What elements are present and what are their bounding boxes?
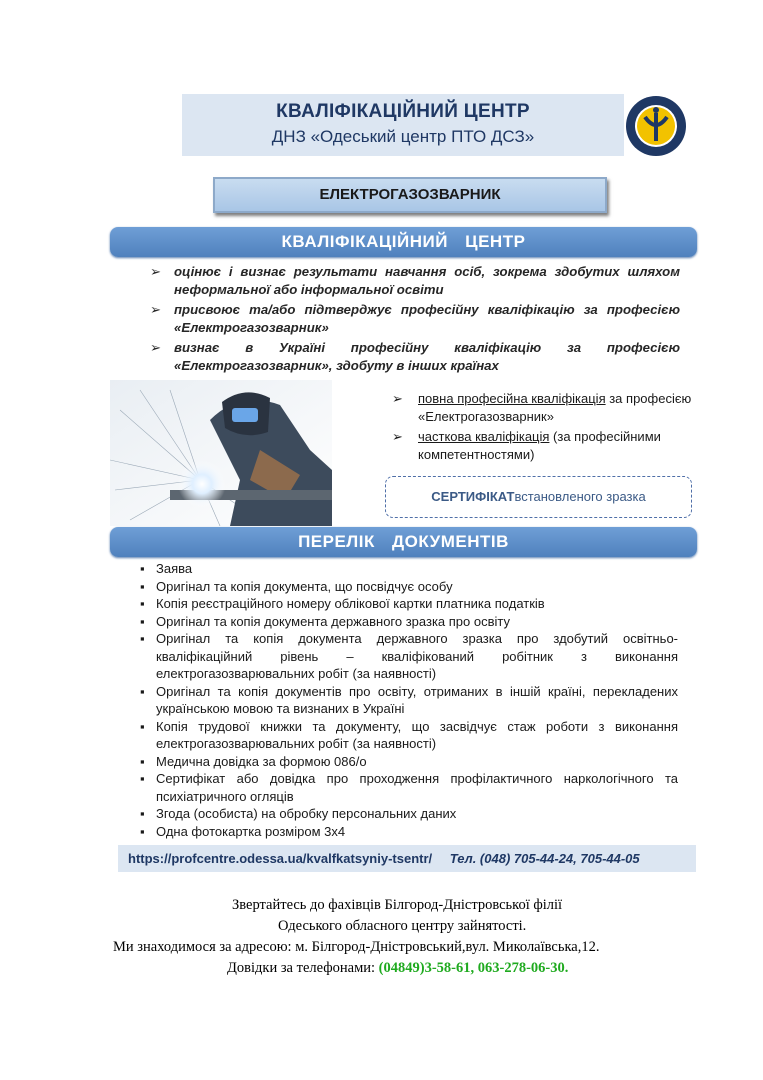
arrow-bullet-icon: ➢ bbox=[392, 429, 403, 444]
square-bullet-icon: ▪ bbox=[140, 631, 145, 646]
list-item: ▪ Заява bbox=[140, 561, 193, 576]
website-link[interactable]: https://profcentre.odessa.ua/kvalfkatsyniy-tsentr/ bbox=[128, 851, 433, 866]
list-item: ➢ присвоює та/або підтверджує професійну кваліфікацію за професією «Електрогазозварник» bbox=[150, 302, 680, 335]
certificate-box: СЕРТИФІКАТвстановленого зразка bbox=[385, 476, 692, 518]
list-item: ➢ повна професійна кваліфікація за професією «Електрогазозварник» bbox=[392, 391, 692, 424]
qualification-center-band: КВАЛІФІКАЦІЙНИЙ ЦЕНТР bbox=[110, 227, 697, 257]
square-bullet-icon: ▪ bbox=[140, 806, 145, 821]
contacts-bar bbox=[118, 845, 696, 872]
arrow-bullet-icon: ➢ bbox=[150, 264, 162, 279]
footer-line: Звертайтесь до фахівців Білгород-Дністровської філії bbox=[232, 897, 563, 913]
arrow-bullet-icon: ➢ bbox=[150, 302, 162, 317]
list-item: ▪ Оригінал та копія документа державного зразка про здобутий освітньо-кваліфікаційний рівень – кваліфікований робітник з виконання електрогазозварювальних робіт (за наявності) bbox=[140, 631, 678, 681]
arrow-bullet-icon: ➢ bbox=[392, 391, 403, 406]
list-item: ▪ Одна фотокартка розміром 3х4 bbox=[140, 823, 346, 839]
list-item: ➢ визнає в Україні професійну кваліфікацію за професією «Електрогазозварник», здобуту в інших країнах bbox=[150, 340, 680, 373]
list-item: ▪ Згода (особиста) на обробку персональних даних bbox=[140, 806, 457, 821]
documents-band: ПЕРЕЛІК ДОКУМЕНТІВ bbox=[110, 527, 697, 557]
page-subtitle: ДНЗ «Одеський центр ПТО ДСЗ» bbox=[271, 127, 535, 146]
header-banner bbox=[182, 94, 624, 156]
square-bullet-icon: ▪ bbox=[140, 753, 145, 769]
square-bullet-icon: ▪ bbox=[140, 683, 145, 699]
welder-photo bbox=[110, 380, 332, 526]
square-bullet-icon: ▪ bbox=[140, 613, 145, 629]
list-item: ▪ Копія трудової книжки та документу, що засвідчує стаж роботи з виконання електрогазозварювальних робіт (за наявності) bbox=[140, 718, 678, 751]
page-title: КВАЛІФІКАЦІЙНИЙ ЦЕНТР bbox=[276, 101, 530, 122]
contact-phones: Тел. (048) 705-44-24, 705-44-05 bbox=[449, 851, 640, 866]
list-item: ▪ Оригінал та копія документа державного зразка про освіту bbox=[140, 613, 511, 629]
profession-title: ЕЛЕКТРОГАЗОЗВАРНИК bbox=[213, 177, 607, 213]
list-item: ▪ Оригінал та копія документів про освіту, отриманих в іншій країні, перекладених українською мовою та визнаних в Україні bbox=[140, 683, 678, 716]
qualification-types-list bbox=[392, 390, 692, 466]
footer-phones: (04849)3-58-61, 063-278-06-30. bbox=[378, 960, 569, 976]
arrow-bullet-icon: ➢ bbox=[150, 340, 162, 355]
list-item: ▪ Медична довідка за формою 086/о bbox=[140, 753, 367, 769]
list-item: ▪ Оригінал та копія документа, що посвідчує особу bbox=[140, 578, 453, 594]
footer-line: Довідки за телефонами: (04849)3-58-61, 063-278-06-30. bbox=[227, 960, 569, 976]
square-bullet-icon: ▪ bbox=[140, 823, 145, 839]
square-bullet-icon: ▪ bbox=[140, 718, 145, 734]
list-item: ➢ оцінює і визнає результати навчання осіб, зокрема здобутих шляхом неформальної або інформальної освіти bbox=[150, 264, 680, 297]
footer-line: Ми знаходимося за адресою: м. Білгород-Дністровський,вул. Миколаївська,12. bbox=[113, 939, 600, 955]
list-item: ➢ часткова кваліфікація (за професійними компетентностями) bbox=[392, 429, 661, 462]
square-bullet-icon: ▪ bbox=[140, 561, 145, 576]
list-item: ▪ Сертифікат або довідка про проходження профілактичного наркологічного та психіатричного огляців bbox=[140, 771, 678, 804]
footer-line: Одеського обласного центру зайнятості. bbox=[278, 918, 527, 934]
employment-service-emblem-icon bbox=[625, 95, 687, 157]
qualification-center-list bbox=[150, 263, 680, 377]
square-bullet-icon: ▪ bbox=[140, 596, 145, 611]
documents-list bbox=[140, 560, 678, 840]
square-bullet-icon: ▪ bbox=[140, 771, 145, 786]
square-bullet-icon: ▪ bbox=[140, 578, 145, 594]
list-item: ▪ Копія реєстраційного номеру облікової картки платника податків bbox=[140, 596, 545, 611]
